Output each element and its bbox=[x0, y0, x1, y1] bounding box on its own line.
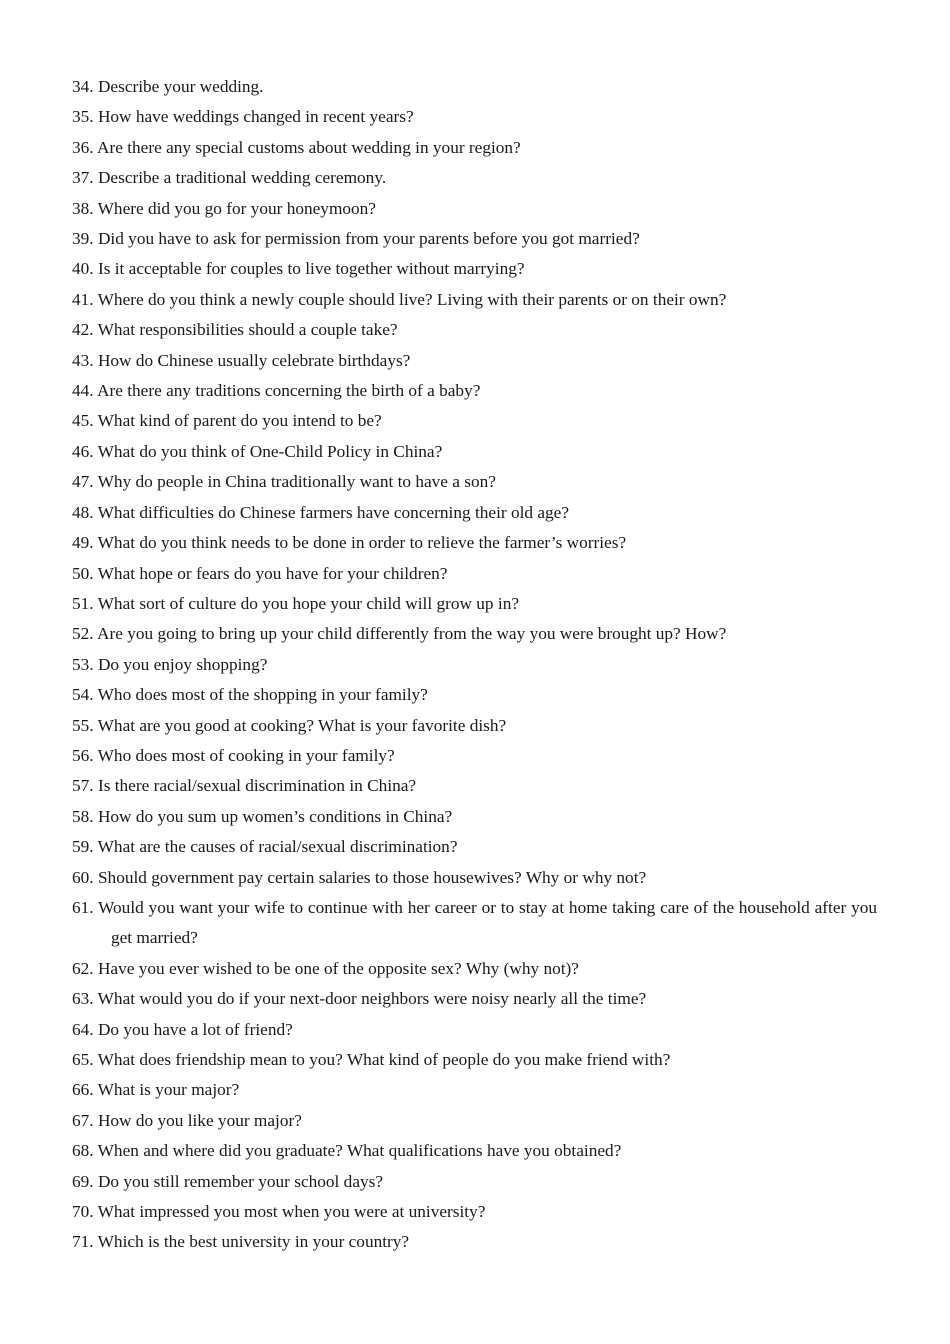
question-number: 53. bbox=[72, 654, 94, 674]
question-item bbox=[72, 893, 877, 954]
question-text: Do you enjoy shopping? bbox=[97, 654, 268, 674]
question-item bbox=[72, 771, 877, 801]
question-text: Do you have a lot of friend? bbox=[97, 1019, 293, 1039]
question-text: Should government pay certain salaries to those housewives? Why or why not? bbox=[97, 867, 647, 887]
question-number: 42. bbox=[72, 320, 94, 340]
question-text: What do you think of One-Child Policy in China? bbox=[97, 441, 443, 461]
question-text: What difficulties do Chinese farmers have concerning their old age? bbox=[97, 502, 570, 522]
question-text: Describe your wedding. bbox=[97, 77, 264, 96]
question-number: 56. bbox=[72, 745, 94, 765]
question-item bbox=[72, 1045, 877, 1075]
question-text: Have you ever wished to be one of the opposite sex? Why (why not)? bbox=[97, 958, 579, 978]
question-item bbox=[72, 1075, 877, 1105]
question-item bbox=[72, 680, 877, 710]
question-text: What do you think needs to be done in order to relieve the farmer’s worries? bbox=[97, 533, 627, 553]
question-number: 63. bbox=[72, 989, 94, 1009]
question-item bbox=[72, 711, 877, 741]
question-item bbox=[72, 102, 877, 132]
question-item bbox=[72, 254, 877, 284]
question-item bbox=[72, 1136, 877, 1166]
question-text: Which is the best university in your country? bbox=[97, 1232, 410, 1252]
question-number: 64. bbox=[72, 1019, 94, 1039]
question-item bbox=[72, 1197, 877, 1227]
question-number: 61. bbox=[72, 897, 94, 917]
question-number: 55. bbox=[72, 715, 94, 735]
question-text: When and where did you graduate? What qualifications have you obtained? bbox=[97, 1141, 622, 1161]
question-number: 34. bbox=[72, 77, 94, 96]
question-number: 60. bbox=[72, 867, 94, 887]
question-text: What does friendship mean to you? What kind of people do you make friend with? bbox=[97, 1050, 671, 1069]
question-item bbox=[72, 1167, 877, 1197]
question-item bbox=[72, 832, 877, 862]
question-number: 43. bbox=[72, 350, 94, 370]
question-text: What are the causes of racial/sexual discrimination? bbox=[97, 837, 458, 857]
question-item bbox=[72, 528, 877, 558]
question-item bbox=[72, 285, 877, 315]
question-item bbox=[72, 954, 877, 984]
question-text: Describe a traditional wedding ceremony. bbox=[97, 168, 387, 188]
question-number: 70. bbox=[72, 1202, 94, 1222]
question-text: Where do you think a newly couple should live? Living with their parents or on their own? bbox=[97, 289, 727, 309]
question-text: How do Chinese usually celebrate birthdays? bbox=[97, 350, 411, 370]
question-number: 47. bbox=[72, 472, 94, 492]
question-text: Did you have to ask for permission from your parents before you got married? bbox=[97, 229, 640, 249]
question-text: Do you still remember your school days? bbox=[97, 1171, 384, 1191]
question-item bbox=[72, 498, 877, 528]
question-text: Are there any special customs about wedding in your region? bbox=[96, 137, 521, 157]
question-text: What is your major? bbox=[97, 1080, 240, 1100]
question-number: 66. bbox=[72, 1080, 94, 1100]
question-item bbox=[72, 163, 877, 193]
question-text: Who does most of the shopping in your family? bbox=[97, 685, 428, 705]
question-item bbox=[72, 315, 877, 345]
question-text: How have weddings changed in recent years? bbox=[97, 107, 414, 127]
question-item bbox=[72, 224, 877, 254]
question-text: Why do people in China traditionally want to have a son? bbox=[97, 472, 496, 492]
question-number: 52. bbox=[72, 624, 94, 644]
question-item bbox=[72, 376, 877, 406]
question-number: 65. bbox=[72, 1050, 94, 1069]
question-item bbox=[72, 194, 877, 224]
question-number: 51. bbox=[72, 593, 94, 613]
question-item bbox=[72, 467, 877, 497]
question-number: 54. bbox=[72, 685, 94, 705]
question-number: 45. bbox=[72, 411, 94, 431]
question-text: Is it acceptable for couples to live together without marrying? bbox=[97, 259, 525, 279]
question-text: What sort of culture do you hope your child will grow up in? bbox=[97, 593, 520, 613]
question-item bbox=[72, 589, 877, 619]
question-number: 57. bbox=[72, 776, 94, 796]
question-number: 68. bbox=[72, 1141, 94, 1161]
question-number: 59. bbox=[72, 837, 94, 857]
question-item bbox=[72, 1227, 877, 1257]
question-text: Are you going to bring up your child differently from the way you were brought up? How? bbox=[96, 624, 727, 644]
question-number: 46. bbox=[72, 441, 94, 461]
question-item bbox=[72, 406, 877, 436]
question-number: 71. bbox=[72, 1232, 94, 1252]
question-text: What are you good at cooking? What is your favorite dish? bbox=[97, 715, 507, 735]
question-item bbox=[72, 72, 877, 102]
question-item bbox=[72, 741, 877, 771]
question-number: 67. bbox=[72, 1110, 94, 1130]
question-item bbox=[72, 559, 877, 589]
question-item bbox=[72, 133, 877, 163]
question-number: 36. bbox=[72, 137, 94, 157]
question-text: What kind of parent do you intend to be? bbox=[97, 411, 382, 431]
question-number: 35. bbox=[72, 107, 94, 127]
question-number: 37. bbox=[72, 168, 94, 188]
question-text: Would you want your wife to continue with her career or to stay at home taking care of the household after you get married? bbox=[98, 897, 877, 948]
question-item bbox=[72, 1015, 877, 1045]
question-text: What impressed you most when you were at university? bbox=[97, 1202, 486, 1222]
question-text: Where did you go for your honeymoon? bbox=[97, 198, 376, 218]
question-number: 48. bbox=[72, 502, 94, 522]
question-number: 39. bbox=[72, 229, 94, 249]
question-number: 44. bbox=[72, 381, 94, 401]
question-text: How do you sum up women’s conditions in China? bbox=[97, 806, 453, 826]
question-item bbox=[72, 619, 877, 649]
question-item bbox=[72, 346, 877, 376]
question-item bbox=[72, 802, 877, 832]
question-item bbox=[72, 1106, 877, 1136]
question-number: 62. bbox=[72, 958, 94, 978]
question-number: 50. bbox=[72, 563, 94, 583]
question-number: 38. bbox=[72, 198, 94, 218]
question-text: What would you do if your next-door neighbors were noisy nearly all the time? bbox=[97, 989, 647, 1009]
question-text: Who does most of cooking in your family? bbox=[97, 745, 395, 765]
question-list bbox=[72, 72, 877, 1258]
question-number: 58. bbox=[72, 806, 94, 826]
question-text: What responsibilities should a couple take? bbox=[97, 320, 398, 340]
question-number: 49. bbox=[72, 533, 94, 553]
question-item bbox=[72, 437, 877, 467]
question-item bbox=[72, 650, 877, 680]
question-number: 40. bbox=[72, 259, 94, 279]
question-item bbox=[72, 863, 877, 893]
question-text: How do you like your major? bbox=[97, 1110, 302, 1130]
question-text: What hope or fears do you have for your children? bbox=[97, 563, 448, 583]
question-text: Are there any traditions concerning the birth of a baby? bbox=[96, 381, 481, 401]
question-item bbox=[72, 984, 877, 1014]
question-text: Is there racial/sexual discrimination in China? bbox=[97, 776, 417, 796]
question-number: 69. bbox=[72, 1171, 94, 1191]
question-number: 41. bbox=[72, 289, 94, 309]
